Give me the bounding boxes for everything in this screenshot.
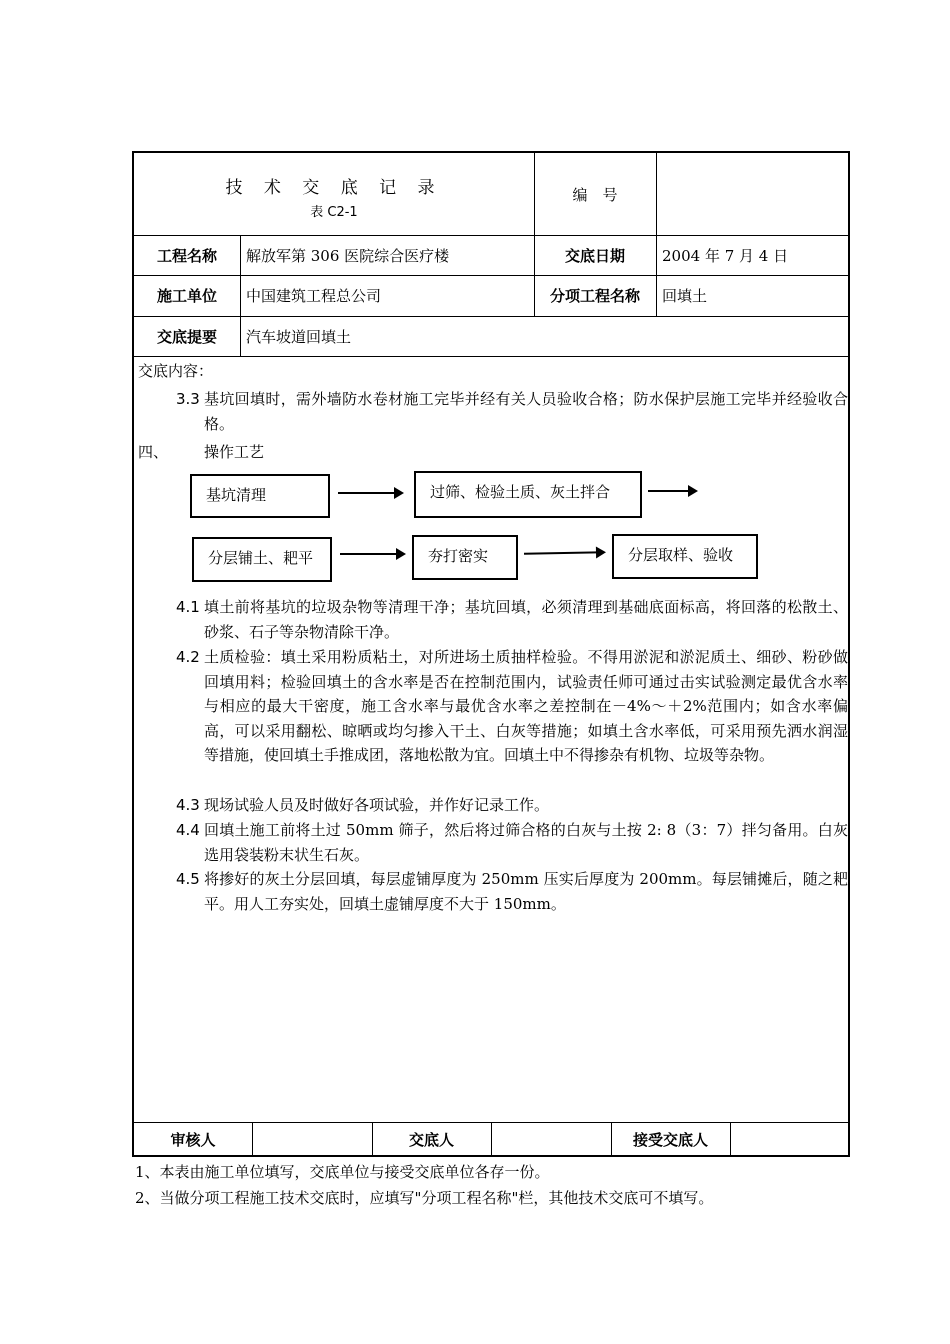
flow-arrow (338, 492, 402, 494)
flow-arrow (648, 490, 696, 492)
receiver-label: 接受交底人 (632, 1131, 708, 1149)
number-field[interactable] (656, 153, 848, 235)
reviewer-field[interactable] (252, 1122, 372, 1157)
item-text: 土质检验：填土采用粉质粘土，对所进场土质抽样检验。不得用淤泥和淤泥质土、细砂、粉砂做回填用料；检验回填土的含水率是否在控制范围内，试验责任师可通过击实试验测定最优含水率与相应的最大干密度，施工含水率与最优含水率之差控制在－4%～＋2%范围内；如含水率偏高，可以采用翻松、晾晒或均匀掺入干土、白灰等措施；如填土含水率低，可采用预先洒水润湿等措施，使回填土手推成团，落地松散为宜。回填土中不得掺杂有机物、垃圾等杂物。 (204, 648, 848, 764)
item-number: 3.3 (176, 390, 200, 408)
project-name-label: 工程名称 (156, 246, 217, 265)
flow-arrow (340, 553, 404, 555)
summary-field[interactable]: 汽车坡道回填土 (246, 327, 352, 346)
item-4-1 (176, 595, 848, 644)
section-4-number: 四、 (138, 443, 169, 461)
subproject-label: 分项工程名称 (549, 287, 640, 305)
reviewer-label: 审核人 (170, 1131, 216, 1149)
form-code: 表 C2-1 (310, 205, 358, 220)
number-label: 编 号 (572, 185, 618, 204)
presenter-field[interactable] (491, 1122, 611, 1157)
item-4-2 (176, 645, 848, 768)
date-field[interactable]: 2004 年 7 月 4 日 (662, 246, 789, 265)
item-3-3 (176, 387, 848, 436)
item-number: 4.5 (176, 870, 200, 888)
flow-step-box: 分层铺土、耙平 (192, 537, 332, 582)
contractor-label: 施工单位 (156, 287, 217, 305)
form-title: 技 术 交 底 记 录 (225, 178, 443, 198)
date-label: 交底日期 (564, 246, 625, 265)
item-number: 4.3 (176, 796, 200, 814)
footnote-1: 1、本表由施工单位填写，交底单位与接受交底单位各存一份。 (135, 1163, 550, 1181)
technical-disclosure-form (132, 151, 850, 1157)
receiver-field[interactable] (730, 1122, 848, 1157)
project-name-field[interactable]: 解放军第 306 医院综合医疗楼 (246, 246, 450, 265)
subproject-field[interactable]: 回填土 (662, 287, 708, 305)
footnote-2: 2、当做分项工程施工技术交底时，应填写"分项工程名称"栏，其他技术交底可不填写。 (135, 1189, 714, 1207)
item-4-4 (176, 818, 848, 867)
flow-arrow (524, 551, 604, 554)
item-text: 现场试验人员及时做好各项试验，并作好记录工作。 (204, 796, 550, 814)
item-number: 4.1 (176, 598, 200, 616)
item-number: 4.2 (176, 648, 200, 666)
item-4-5 (176, 867, 848, 916)
flow-step-box: 基坑清理 (190, 474, 330, 518)
section-4-title: 操作工艺 (204, 443, 265, 461)
presenter-label: 交底人 (408, 1131, 454, 1149)
item-4-3 (176, 793, 848, 818)
item-text: 填土前将基坑的垃圾杂物等清理干净；基坑回填，必须清理到基础底面标高，将回落的松散土、砂浆、石子等杂物清除干净。 (204, 598, 848, 641)
flow-step-box: 夯打密实 (412, 535, 518, 580)
content-heading: 交底内容： (138, 362, 214, 380)
summary-label: 交底提要 (156, 327, 217, 346)
contractor-field[interactable]: 中国建筑工程总公司 (246, 287, 382, 305)
item-text: 将掺好的灰土分层回填，每层虚铺厚度为 250mm 压实后厚度为 200mm。每层铺摊后，随之耙平。用人工夯实处，回填土虚铺厚度不大于 150mm。 (204, 870, 848, 913)
item-number: 4.4 (176, 821, 200, 839)
flow-step-box: 分层取样、验收 (612, 534, 758, 579)
flow-step-box: 过筛、检验土质、灰土拌合 (414, 471, 642, 518)
row-divider (134, 356, 848, 357)
item-text: 基坑回填时，需外墙防水卷材施工完毕并经有关人员验收合格；防水保护层施工完毕并经验收合格。 (204, 390, 848, 433)
item-text: 回填土施工前将土过 50mm 筛子，然后将过筛合格的白灰与土按 2: 8（3：7）拌匀备用。白灰选用袋装粉末状生石灰。 (204, 821, 848, 864)
